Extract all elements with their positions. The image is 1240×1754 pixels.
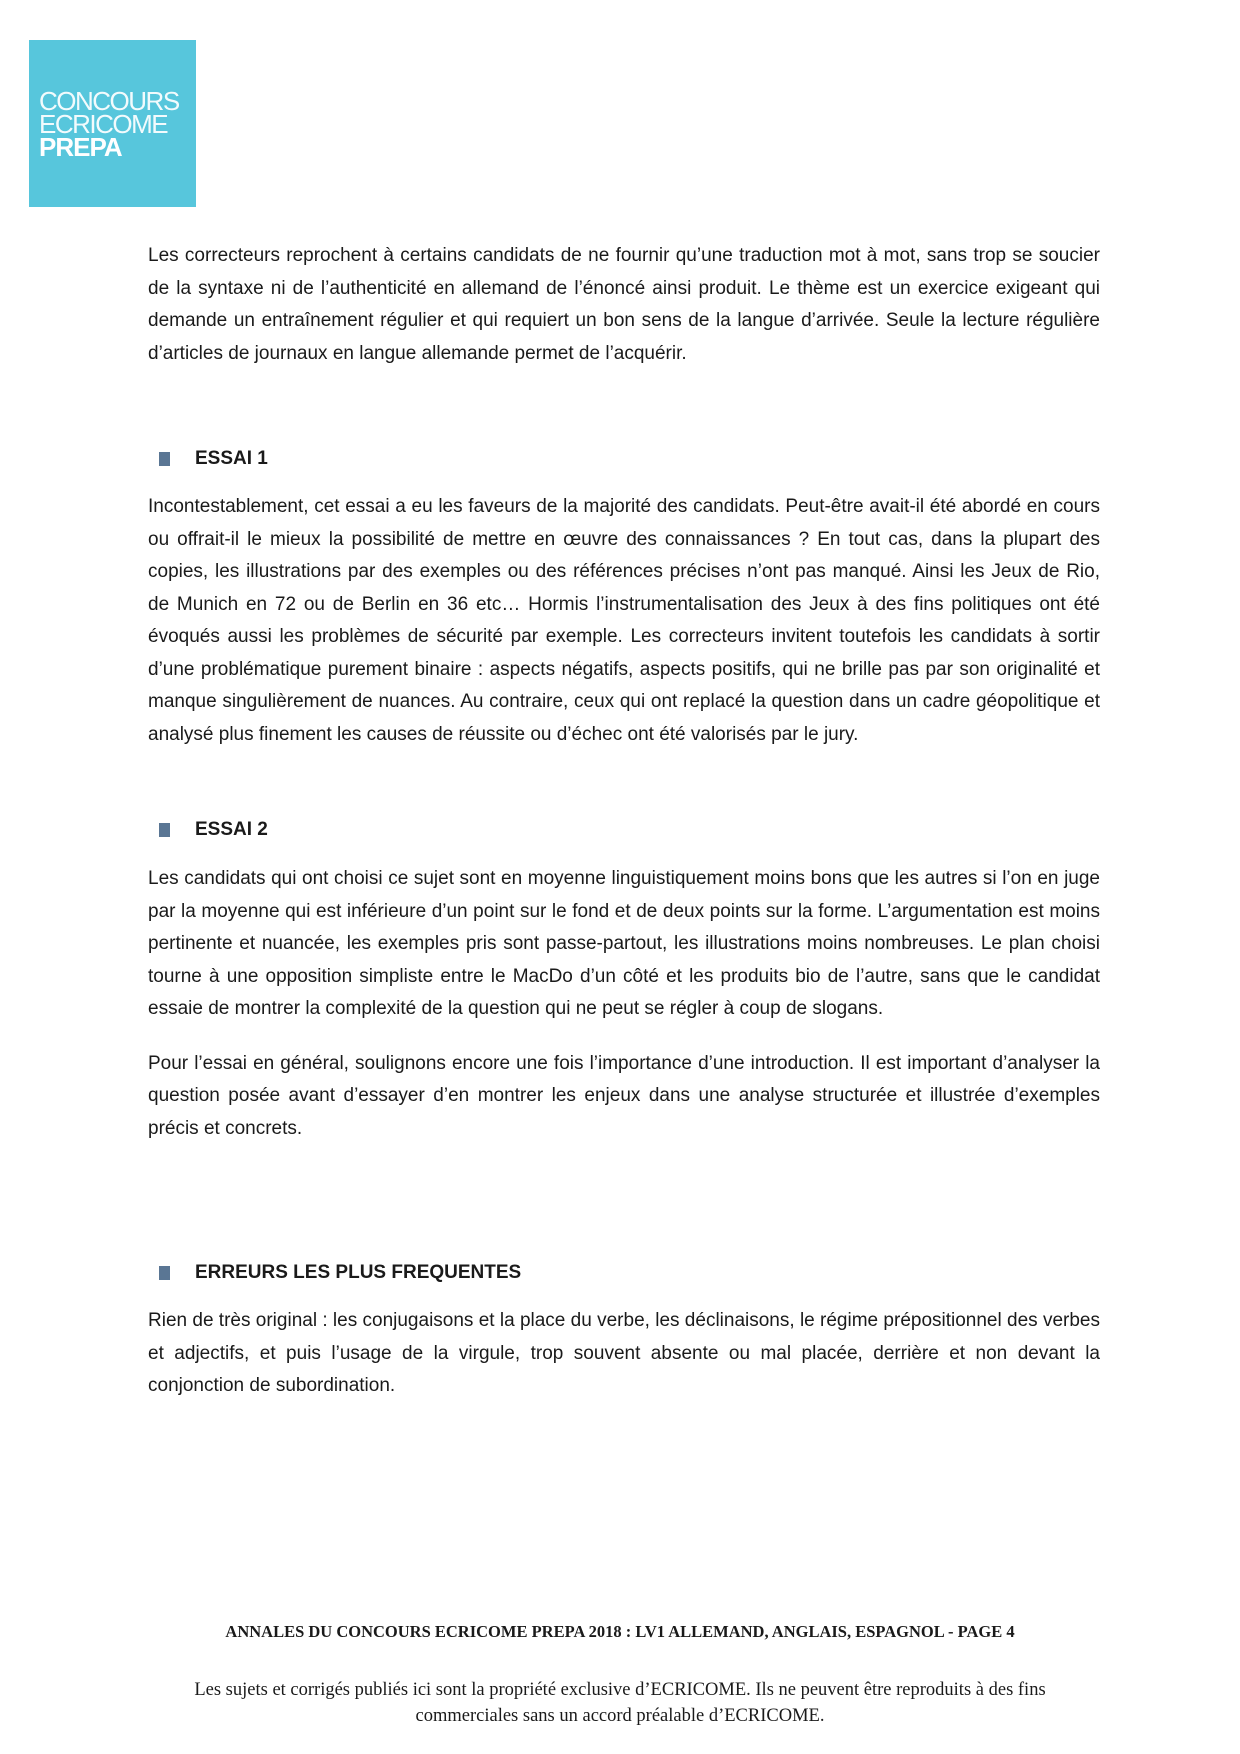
square-bullet-icon xyxy=(159,452,170,466)
erreurs-paragraph: Rien de très original : les conjugaisons et la place du verbe, les déclinaisons, le régime prépositionnel des verbes et adjectifs, et puis l’usage de la virgule, trop souvent absente ou mal placée, derrière et non devant la conjonction de subordination. xyxy=(148,1310,1100,1396)
footer-title: ANNALES DU CONCOURS ECRICOME PREPA 2018 : LV1 ALLEMAND, ANGLAIS, ESPAGNOL - PAGE 4 xyxy=(225,1622,1015,1641)
ecricome-logo xyxy=(29,40,196,207)
square-bullet-icon xyxy=(159,823,170,837)
essai2-heading xyxy=(148,814,1100,846)
square-bullet-icon xyxy=(159,1266,170,1280)
essai2-paragraph-1: Les candidats qui ont choisi ce sujet sont en moyenne linguistiquement moins bons que les autres si l’on en juge par la moyenne qui est inférieure d’un point sur le fond et de deux points sur la forme. L’argumentation est moins pertinente et nuancée, les exemples pris sont passe-partout, les illustrations moins nombreuses. Le plan choisi tourne à une opposition simpliste entre le MacDo d’un côté et les produits bio de l’autre, sans que le candidat essaie de montrer la complexité de la question qui ne peut se régler à coup de slogans. xyxy=(148,868,1100,1019)
erreurs-heading xyxy=(148,1257,1100,1289)
logo-line-prepa: PREPA xyxy=(39,132,122,162)
essai1-paragraph: Incontestablement, cet essai a eu les faveurs de la majorité des candidats. Peut-être avait-il été abordé en cours ou offrait-il le mieux la possibilité de mettre en œuvre des connaissances ? En tout cas, dans la plupart des copies, les illustrations par des exemples ou des références précises n’ont pas manqué. Ainsi les Jeux de Rio, de Munich en 72 ou de Berlin en 36 etc… Hormis l’instrumentalisation des Jeux à des fins politiques ont été évoqués aussi les problèmes de sécurité par exemple. Les correcteurs invitent toutefois les candidats à sortir d’une problématique purement binaire : aspects négatifs, aspects positifs, qui ne brille pas par son originalité et manque singulièrement de nuances. Au contraire, ceux qui ont replacé la question dans un cadre géopolitique et analysé plus finement les causes de réussite ou d’échec ont été valorisés par le jury. xyxy=(148,496,1100,745)
logo-line-ecricome: ECRICOME xyxy=(39,109,168,139)
intro-paragraph: Les correcteurs reprochent à certains candidats de ne fournir qu’une traduction mot à mot, sans trop se soucier de la syntaxe ni de l’authenticité en allemand de l’énoncé ainsi produit. Le thème est un exercice exigeant qui demande un entraînement régulier et qui requiert un bon sens de la langue d’arrivée. Seule la lecture régulière d’articles de journaux en langue allemande permet de l’acquérir. xyxy=(148,245,1100,364)
essai1-heading xyxy=(148,443,1100,475)
essai1-heading-text: ESSAI 1 xyxy=(195,448,268,469)
logo-line-concours: CONCOURS xyxy=(39,86,179,116)
footer-copyright-note: Les sujets et corrigés publiés ici sont la propriété exclusive d’ECRICOME. Ils ne peuvent être reproduits à des fins commerciales sans un accord préalable d’ECRICOME. xyxy=(194,1680,1046,1726)
page-content xyxy=(148,240,1100,1403)
essai2-heading-text: ESSAI 2 xyxy=(195,819,268,840)
essai2-paragraph-2: Pour l’essai en général, soulignons encore une fois l’importance d’une introduction. Il est important d’analyser la question posée avant d’essayer d’en montrer les enjeux dans une analyse structurée et illustrée d’exemples précis et concrets. xyxy=(148,1052,1100,1139)
erreurs-heading-text: ERREURS LES PLUS FREQUENTES xyxy=(195,1262,522,1283)
